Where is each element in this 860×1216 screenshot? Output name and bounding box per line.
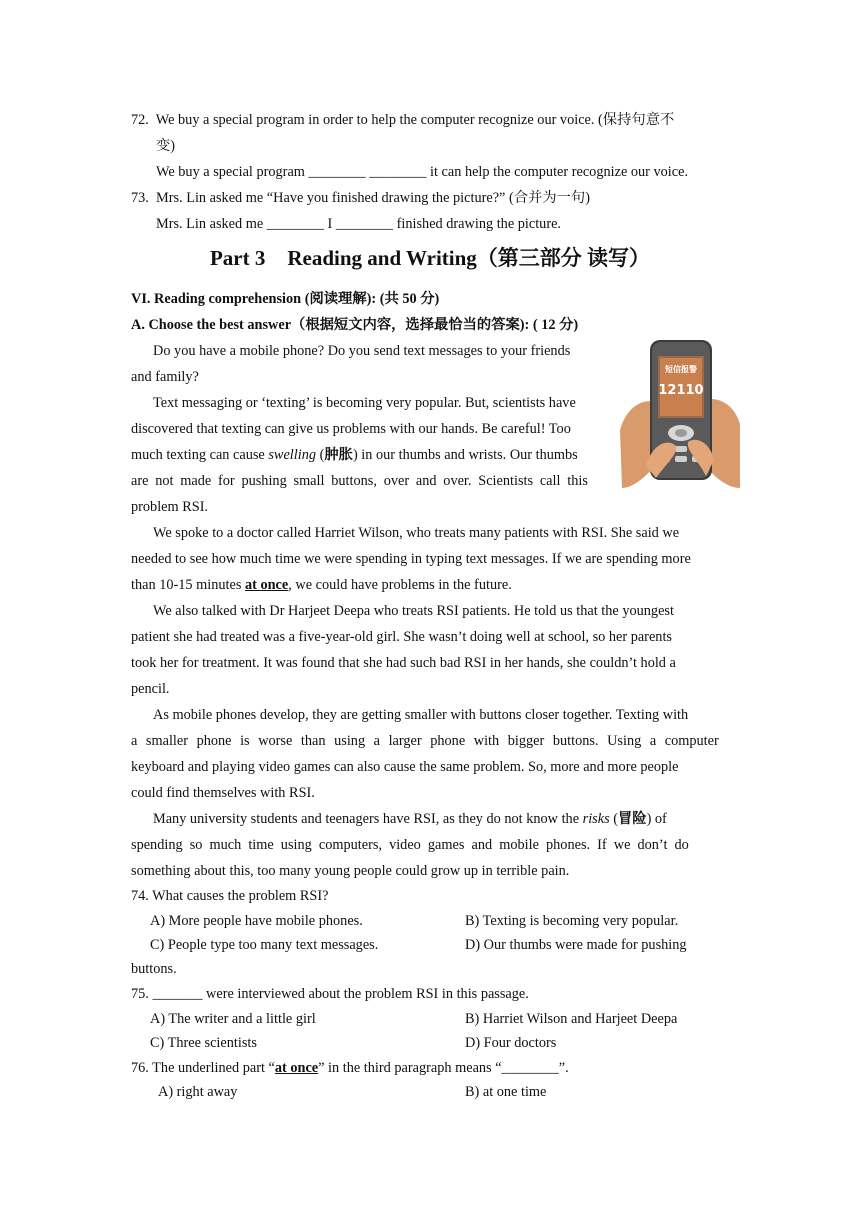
q76-stem-text: ” in the third paragraph means “________”. [318, 1060, 569, 1076]
phone-texting-image [616, 338, 744, 490]
passage-p5-line4: could find themselves with RSI. [131, 785, 315, 801]
passage-text: ) in our thumbs and wrists. Our thumbs [352, 447, 578, 463]
passage-p6-line3: something about this, too many young people could grow up in terrible pain. [131, 863, 570, 879]
passage-p2-line1: Text messaging or ‘texting’ is becoming very popular. But, scientists have [153, 395, 576, 411]
q74-option-d[interactable]: D) Our thumbs were made for pushing [465, 937, 687, 953]
q73-line1: 73. Mrs. Lin asked me “Have you finished drawing the picture?” (合并为一句) [131, 190, 590, 206]
passage-text: Many university students and teenagers have RSI, as they do not know the [153, 811, 583, 827]
q73-answer-line: Mrs. Lin asked me ________ I ________ finished drawing the picture. [156, 216, 562, 232]
underlined-phrase-at-once: at once [244, 577, 289, 593]
italic-word-risks: risks [582, 811, 610, 827]
q72-answer-line: We buy a special program ________ ________ it can help the computer recognize our voice. [156, 164, 689, 180]
passage-p4-line4: pencil. [131, 681, 170, 697]
passage-p6-line2: spending so much time using computers, video games and mobile phones. If we don’t do [131, 837, 689, 853]
passage-p5-line2: a smaller phone is worse than using a larger phone with bigger buttons. Using a computer [131, 733, 719, 749]
passage-text: ) of [646, 811, 667, 827]
passage-p3-line1: We spoke to a doctor called Harriet Wilson, who treats many patients with RSI. She said we [153, 525, 680, 541]
passage-p4-line2: patient she had treated was a five-year-old girl. She wasn’t doing well at school, so her parents [131, 629, 672, 645]
q74-option-b[interactable]: B) Texting is becoming very popular. [465, 913, 679, 929]
passage-text: ( [316, 447, 325, 463]
passage-p4-line3: took her for treatment. It was found that she had such bad RSI in her hands, she couldn’t hold a [131, 655, 676, 671]
passage-p1-line1 [131, 342, 607, 360]
q75-option-c[interactable]: C) Three scientists [150, 1035, 257, 1051]
q72-line1: 72. We buy a special program in order to help the computer recognize our voice. (保持句意不 [131, 112, 675, 128]
passage-p4-line1: We also talked with Dr Harjeet Deepa who treats RSI patients. He told us that the youngest [153, 603, 674, 619]
q75-option-a[interactable]: A) The writer and a little girl [150, 1011, 316, 1027]
q75-stem: 75. _______ were interviewed about the problem RSI in this passage. [131, 986, 529, 1002]
passage-text: much texting can cause [131, 447, 269, 463]
q76-stem [131, 1059, 569, 1077]
q74-option-a[interactable]: A) More people have mobile phones. [150, 913, 363, 929]
q76-underlined-phrase: at once [274, 1060, 319, 1076]
phone-screen-title: 短信报警 [665, 365, 697, 374]
passage-p2-line4: are not made for pushing small buttons, over and over. Scientists call this [131, 473, 588, 489]
passage-p2-line2: discovered that texting can give us problems with our hands. Be careful! Too [131, 421, 571, 437]
chinese-gloss: 冒险 [617, 811, 647, 827]
passage-p1-line2: and family? [131, 369, 199, 385]
q76-option-a[interactable]: A) right away [158, 1084, 238, 1100]
q74-option-c[interactable]: C) People type too many text messages. [150, 937, 379, 953]
q74-option-d-continued: buttons. [131, 961, 177, 977]
passage-text: than 10-15 minutes [131, 577, 245, 593]
part-title-name: Reading and Writing（第三部分 读写） [287, 246, 651, 270]
sub-heading: A. Choose the best answer（根据短文内容，选择最恰当的答案): ( 12 分) [131, 317, 579, 333]
section-heading: VI. Reading comprehension (阅读理解): (共 50 分) [131, 291, 440, 307]
phone-screen-number: 12110 [658, 383, 704, 398]
italic-word-swelling: swelling [268, 447, 317, 463]
chinese-gloss: 肿胀 [324, 447, 353, 463]
passage-p1-line1-text: Do you have a mobile phone? Do you send text messages to your friends [153, 343, 571, 359]
passage-p3-line2: needed to see how much time we were spending in typing text messages. If we are spending more [131, 551, 691, 567]
passage-p2-line3 [131, 446, 578, 464]
part-title [0, 245, 860, 271]
passage-p2-line5: problem RSI. [131, 499, 209, 515]
part-title-number: Part 3 [209, 246, 266, 270]
q72-line2: 变) [156, 138, 176, 154]
passage-p3-line3 [131, 576, 512, 594]
passage-p5-line1: As mobile phones develop, they are getting smaller with buttons closer together. Texting with [153, 707, 689, 723]
q75-option-d[interactable]: D) Four doctors [465, 1035, 557, 1051]
q76-stem-text: 76. The underlined part “ [131, 1060, 275, 1076]
q76-option-b[interactable]: B) at one time [465, 1084, 547, 1100]
passage-text: , we could have problems in the future. [288, 577, 512, 593]
passage-p6-line1 [153, 810, 667, 828]
q75-option-b[interactable]: B) Harriet Wilson and Harjeet Deepa [465, 1011, 678, 1027]
q74-stem: 74. What causes the problem RSI? [131, 888, 329, 904]
passage-text: ( [609, 811, 618, 827]
passage-p5-line3: keyboard and playing video games can also cause the same problem. So, more and more people [131, 759, 679, 775]
